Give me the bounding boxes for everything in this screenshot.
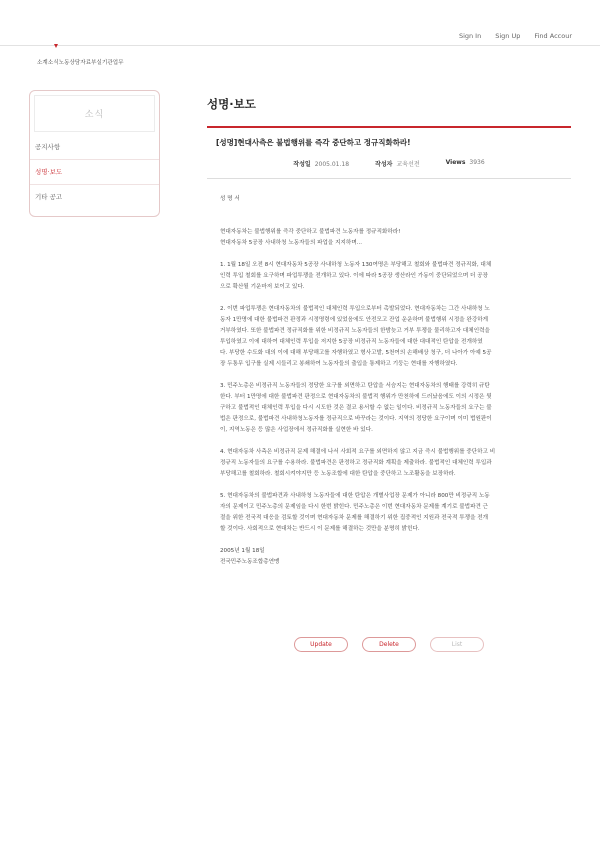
content-line: 부당해고를 철회하라. 철회시켜야지만 등 노동조합에 대한 탄압을 중단하고 노조활동을 보장하라.: [220, 471, 456, 477]
sidebar-item-statements[interactable]: 성명·보도: [30, 160, 159, 185]
top-nav: [459, 32, 572, 40]
content-line: 구하고 불법적인 대체인력 투입을 다시 시도한 것은 결코 용서할 수 없는 일이다. 비정규직 노동자들의 요구는 불: [220, 405, 492, 411]
page-title: 성명·보도: [207, 97, 256, 111]
sidebar-title: 소식: [34, 95, 155, 132]
logo-mark-icon[interactable]: [54, 44, 58, 48]
content-line: 인력 투입 철회를 요구하며 파업투쟁을 전개하고 있다. 이에 따라 5공장 생산라인 가동이 중단되었으며 더 공장: [220, 273, 488, 279]
content-intro-line: 현대자동차 5공장 사내하청 노동자들의 파업을 지지하며...: [220, 240, 363, 246]
post-content: [220, 194, 570, 568]
content-line: 이, 지역노동은 등 많은 사업장에서 정규직화를 실현한 바 있다.: [220, 427, 373, 433]
title-divider: [207, 126, 571, 128]
list-button[interactable]: List: [430, 637, 484, 652]
content-line: 거부하였다. 또한 불법파견 정규직화를 위한 비정규직 노동자들의 한밤늦고 거부 투쟁을 물리하고자 대체인력을: [220, 328, 490, 334]
meta-author: 작성자 교육선전: [375, 161, 420, 168]
content-line: 동자 1만명에 대한 불법파견 판정과 시정명령에 있었음에도 안전모고 잔업 운운하며 불법행위 시정을 완강하게: [220, 317, 489, 323]
header-divider: [0, 45, 600, 46]
content-date: 2005년 1월 18일: [220, 548, 265, 554]
content-line: 투입하였고 이에 대하여 대체인력 투입을 저지한 5공장 비정규직 노동자들에 대한 대대적인 탄압을 전개하였: [220, 339, 483, 345]
post-actions: [207, 637, 571, 652]
content-line: 3. 민주노총은 비정규직 노동자들의 정당한 요구를 외면하고 탄압을 서슴지는 현대자동차의 행태를 강력히 규탄: [220, 383, 490, 389]
content-line: 한다. 부터 1만명에 대한 불법파견 판정으로 현대자동차의 불법적 행위가 만천하에 드러났음에도 이의 시정은 뒷: [220, 394, 492, 400]
logo-text[interactable]: 소계소식노동상담자료부실기관업무: [37, 60, 124, 66]
post-meta: [207, 159, 571, 168]
content-line: 1. 1월 18일 오전 8시 현대자동차 5공장 사내하청 노동자 130여명은 부당해고 철회와 불법파견 정규직화, 대체: [220, 262, 492, 268]
update-button[interactable]: Update: [294, 637, 348, 652]
content-line: 법은 판정으로, 불법파견 사내하청노동자를 정규직으로 바꾸라는 것이다. 지역의 정당한 요구이며 이미 법원판이: [220, 416, 492, 422]
sidebar: [29, 90, 160, 217]
sign-up-link[interactable]: Sign Up: [495, 32, 521, 40]
post-title: [성명]현대사측은 불법행위를 즉각 중단하고 정규직화하라!: [216, 138, 411, 147]
content-line: 4. 현대자동차 사측은 비정규직 문제 해결에 나서 사회적 요구를 외면하지 않고 지금 즉시 불법행위를 중단하고 비: [220, 449, 496, 455]
sidebar-item-other-notices[interactable]: 기타 공고: [35, 193, 63, 201]
meta-divider: [207, 178, 571, 179]
content-line: 절을 위한 전국적 대응을 검토할 것이며 현대자동차 문제를 해결하기 위한 집중적인 지원과 전국적 투쟁을 전개: [220, 515, 489, 521]
sidebar-menu: [30, 135, 159, 210]
content-line: 2. 이번 파업투쟁은 현대자동차의 불법적인 대체인력 투입으로부터 촉발되었다. 현대자동차는 그간 사내하청 노: [220, 306, 490, 312]
content-line: 5. 현대자동차의 불법파견과 사내하청 노동자들에 대한 탄압은 개별사업장 문제가 아니라 800만 비정규직 노동: [220, 493, 490, 499]
content-line: 할 것이다. 사회적으로 현대차는 반드시 이 문제를 해결하는 것만을 분명히 밝힌다.: [220, 526, 420, 532]
meta-views: Views 3936: [445, 159, 485, 166]
find-account-link[interactable]: Find Accour: [534, 32, 572, 40]
content-intro-line: 현대자동차는 불법행위를 즉각 중단하고 불법파견 노동자를 정규직화하라!: [220, 229, 401, 235]
content-line: 으로 확산될 기운마저 보이고 있다.: [220, 284, 305, 290]
content-heading: 성 명 서: [220, 196, 240, 202]
content-org: 전국민주노동조합총연맹: [220, 559, 280, 565]
sidebar-item-notices[interactable]: 공지사항: [30, 135, 159, 160]
content-line: 장 두통무 입구를 실제 시들리고 봉쇄하여 노동자들의 출입을 통제하고 기둥는 현대를 자행하였다.: [220, 361, 458, 367]
sign-in-link[interactable]: Sign In: [458, 32, 482, 40]
content-line: 다. 부당한 수도화 대의 이에 대해 부당해고를 자행하였고 형사고발, 5천여의 손해배상 청구, 더 나아가 아예 5공: [220, 350, 492, 356]
content-line: 자의 문제이고 민주노총의 문제임을 다시 한번 밝힌다. 민주노총은 이번 현대자동차 문제를 계기로 불법파견 근: [220, 504, 489, 510]
meta-date: 작성일 2005.01.18: [293, 161, 350, 168]
delete-button[interactable]: Delete: [362, 637, 416, 652]
content-line: 정규직 노동자들의 요구를 수용하라. 불법파견은 판정하고 정규직화 계획을 제출하라. 불법적인 대체인력 투입과: [220, 460, 492, 466]
